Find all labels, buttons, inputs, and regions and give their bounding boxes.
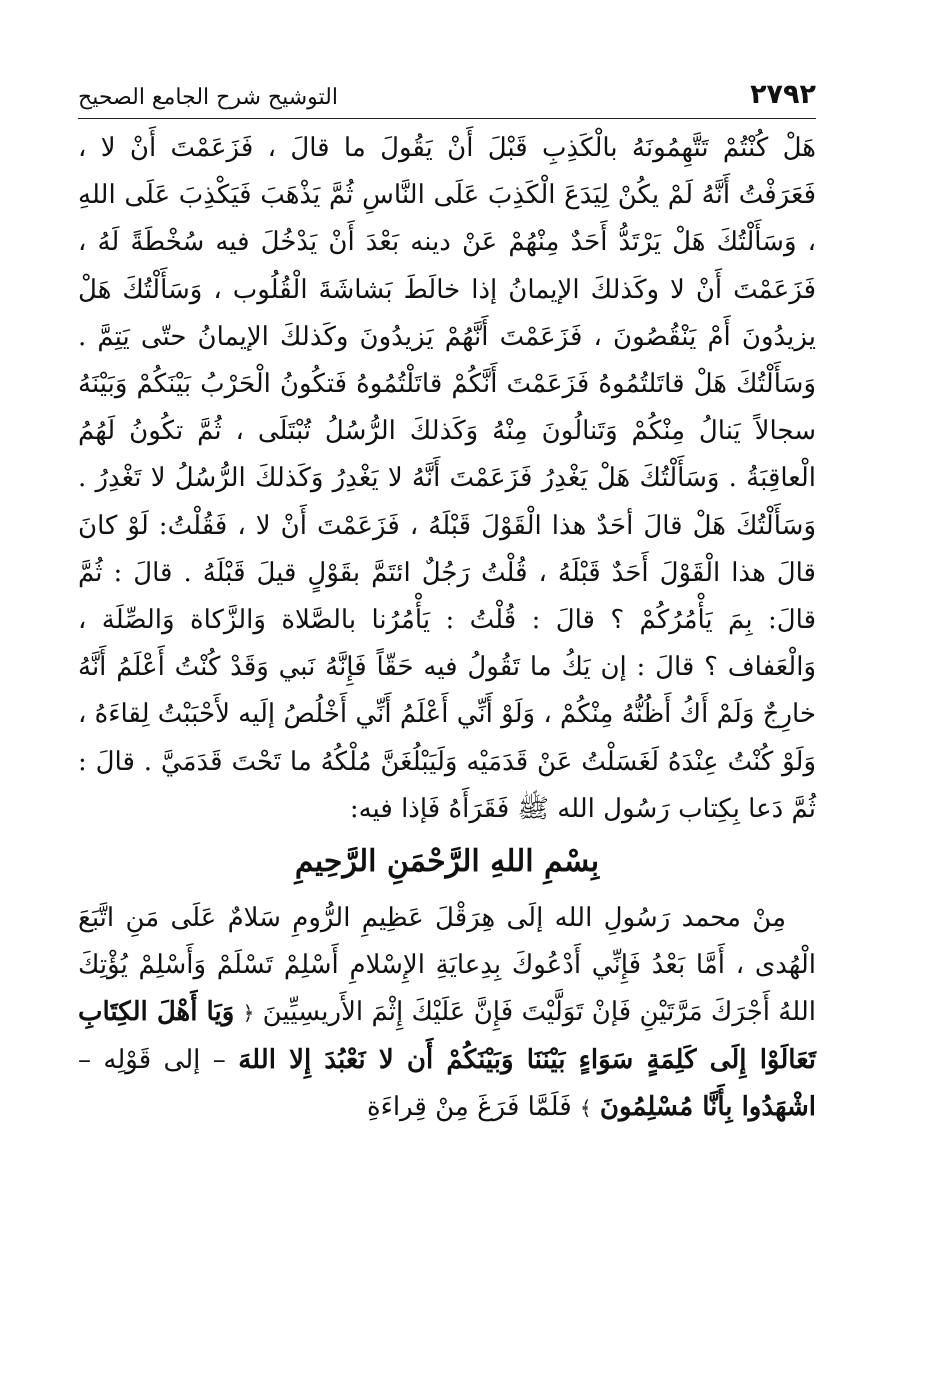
closing-text: فَلَمَّا فَرَغَ مِنْ قِراءَةِ — [366, 1092, 572, 1123]
letter-text: مِنْ محمد رَسُولِ الله إلَى هِرَقْلَ عَظِيمِ الرُّومِ سَلامٌ عَلَى مَنِ اتَّبَعَ الْهُدى ، أَمَّا بَعْدُ فَإِنِّي أَدْعُوكَ بِدِعايَةِ الإِسْلامِ أَسْلِمْ تَسْلَمْ وَأَسْلِمْ يُؤْتِكَ اللهُ أَجْرَكَ مَرَّتَيْنِ فَإنْ تَوَلَّيْتَ فَإِنَّ عَلَيْكَ إِثْمَ الأَريسِيِّينَ — [78, 903, 817, 1028]
letter-paragraph — [78, 895, 816, 1132]
page-header — [78, 70, 816, 110]
quran-verse: وَيَا أَهْلَ الكِتَابِ تَعَالَوْا إِلَى كَلِمَةٍ سَوَاءٍ بَيْنَنَا وَبَيْنَكُمْ أَن لا نَعْبُدَ إِلا اللهَ — [78, 997, 816, 1076]
quran-verse-end: اشْهَدُوا بِأَنَّا مُسْلِمُونَ — [599, 1092, 816, 1123]
quran-open-bracket: ﴿ — [242, 1001, 255, 1026]
quran-interjection: – إلى قَوْلِه – — [78, 1045, 226, 1076]
document-page — [78, 70, 816, 1132]
quran-close-bracket: ﴾ — [579, 1096, 592, 1121]
page-number: ٢٧٩٢ — [750, 79, 816, 110]
running-title: التوشيح شرح الجامع الصحيح — [78, 85, 338, 110]
header-rule — [78, 118, 816, 119]
hadith-paragraph: هَلْ كُنْتُمْ تَتَّهِمُونَهُ بالْكَذِبِ قَبْلَ أَنْ يَقُولَ ما قالَ ، فَزَعَمْتَ أَنْ لا ، فَعَرَفْتُ أَنَّهُ لَمْ يكُنْ لِيَدَعَ الْكَذِبَ عَلَى النَّاسِ ثُمَّ يَذْهَبَ فَيَكْذِبَ عَلَى اللهِ ، وَسَأَلْتُكَ هَلْ يَرْتَدُّ أَحَدٌ مِنْهُمْ عَنْ دينه بَعْدَ أَنْ يَدْخُلَ فيه سُخْطَةً لَهُ ، فَزَعَمْتَ أَنْ لا وكَذلكَ الإيمانُ إذا خالَطَ بَشاشَةَ الْقُلُوب ، وَسَأَلْتُكَ هَلْ يزيدُونَ أَمْ يَنْقُصُونَ ، فَزَعَمْتَ أَنَّهُمْ يَزيدُونَ وكَذلكَ الإيمانُ حتّى يَتِمَّ . وَسَأَلْتُكَ هَلْ قاتَلتُمُوهُ فَزَعَمْتَ أَنَّكُمْ قاتَلْتُمُوهُ فَتكُونُ الْحَرْبُ بَيْنَكُمْ وَبَيْنَهُ سجالاً يَنالُ مِنْكُمْ وَتَنالُونَ مِنْهُ وَكَذلكَ الرُّسُلُ تُبْتَلَى ، ثُمَّ تكُونُ لَهُمُ الْعاقِبَةُ . وَسَأَلْتُكَ هَلْ يَغْدِرُ فَزَعَمْتَ أَنَّهُ لا يَغْدِرُ وَكَذلكَ الرُّسُلُ لا تَغْدِرُ . وَسَأَلْتُكَ هَلْ قالَ أحَدٌ هذا الْقَوْلَ قَبْلَهُ ، فَزَعَمْتَ أَنْ لا ، فَقُلْتُ: لَوْ كانَ قالَ هذا الْقَوْلَ أَحَدٌ قَبْلَهُ ، قُلْتُ رَجُلٌ ائتَمَّ بقَوْلٍ قيلَ قَبْلَهُ . قالَ : ثُمَّ قالَ: بِمَ يَأْمُرُكُمْ ؟ قالَ : قُلْتُ : يَأْمُرُنا بالصَّلاة وَالزَّكاة وَالصِّلَة ، وَالْعَفاف ؟ قالَ : إن يَكُ ما تَقُولُ فيه حَقّاً فَإِنَّهُ نَبي وَقَدْ كُنْتُ أَعْلَمُ أَنَّهُ خارِجٌ وَلَمْ أَكُ أَظُنُّهُ مِنْكُمْ ، وَلَوْ أَنِّي أَعْلَمُ أَنِّي أَخْلُصُ إلَيه لأَحْبَبْتُ لِقاءَهُ ، وَلَوْ كُنْتُ عِنْدَهُ لَغَسَلْتُ عَنْ قَدَمَيْه وَلَيَبْلُغَنَّ مُلْكُهُ ما تَحْتَ قَدَمَيَّ . قالَ : ثُمَّ دَعا بِكِتاب رَسُول الله ﷺ فَقَرَأَهُ فَإذا فيه: — [78, 133, 816, 824]
basmala-heading: بِسْمِ اللهِ الرَّحْمَنِ الرَّحِيمِ — [294, 844, 600, 880]
